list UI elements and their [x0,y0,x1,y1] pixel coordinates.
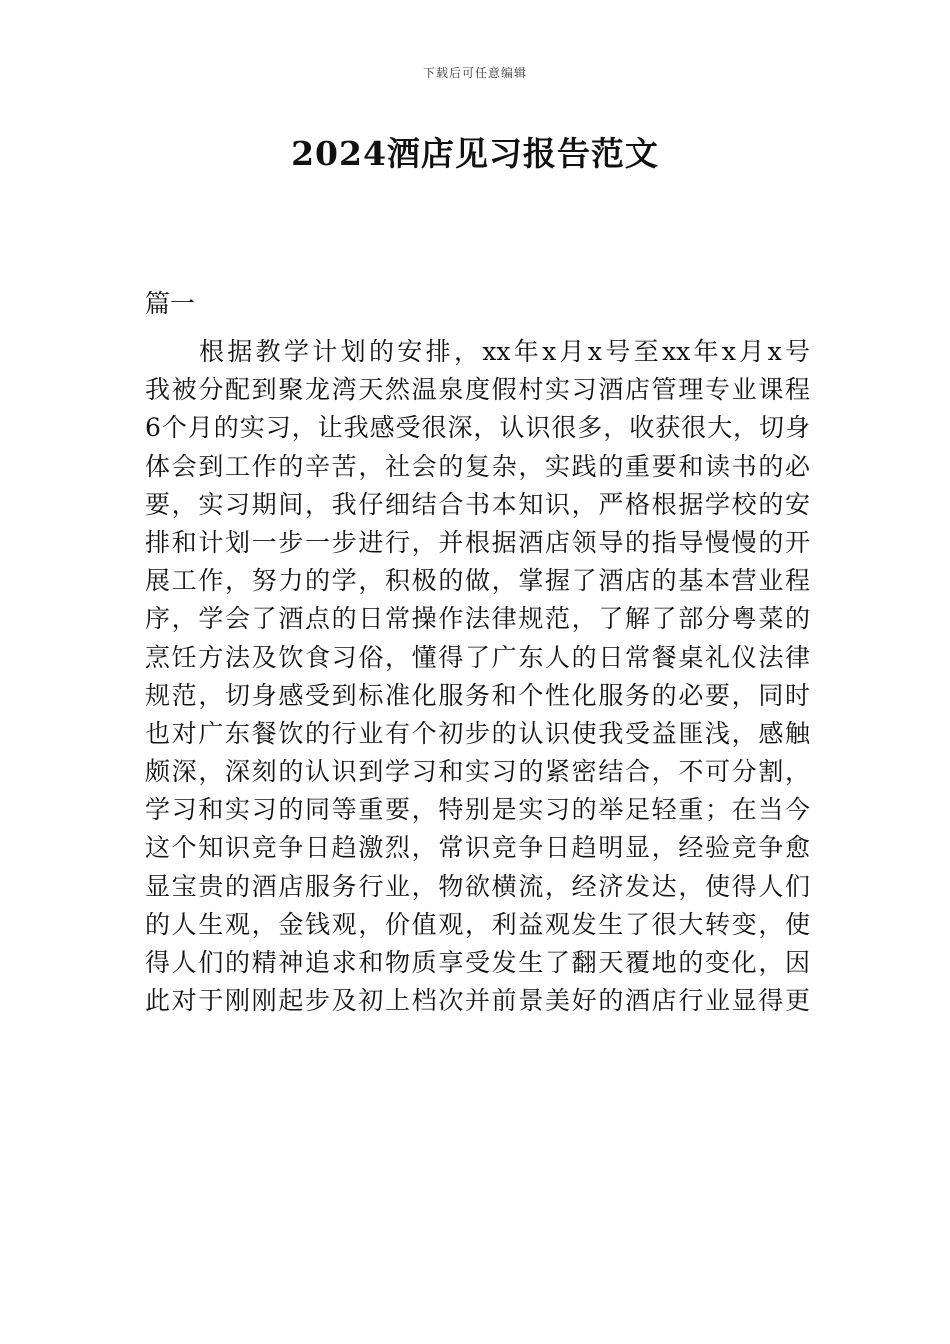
section-label: 篇一 [145,289,196,318]
paragraph-line: 显宝贵的酒店服务行业，物欲横流，经济发达，使得人们 [145,871,810,901]
paragraph-line: 颇深，深刻的认识到学习和实习的紧密结合，不可分割， [145,757,810,787]
paragraph-line: 烹饪方法及饮食习俗，懂得了广东人的日常餐桌礼仪法律 [145,642,810,672]
paragraph-line: 体会到工作的辛苦，社会的复杂，实践的重要和读书的必 [145,451,810,481]
paragraph-line: 排和计划一步一步进行，并根据酒店领导的指导慢慢的开 [145,527,810,557]
paragraph-line: 此对于刚刚起步及初上档次并前景美好的酒店行业显得更 [145,986,810,1016]
paragraph-line: 得人们的精神追求和物质享受发生了翻天覆地的变化，因 [145,948,810,977]
paragraph-line: 展工作，努力的学，积极的做，掌握了酒店的基本营业程 [145,566,810,596]
body-paragraph [145,333,810,1020]
paragraph-line: 这个知识竞争日趋激烈，常识竞争日趋明显，经验竞争愈 [145,833,810,863]
paragraph-line: 学习和实习的同等重要，特别是实习的举足轻重；在当今 [145,795,810,825]
paragraph-line: 也对广东餐饮的行业有个初步的认识使我受益匪浅，感触 [145,718,810,748]
header-note: 下载后可任意编辑 [422,66,527,80]
paragraph-line: 根据教学计划的安排，xx年x月x号至xx年x月x号 [199,337,810,366]
paragraph-line: 要，实习期间，我仔细结合书本知识，严格根据学校的安 [145,489,810,519]
paragraph-line: 我被分配到聚龙湾天然温泉度假村实习酒店管理专业课程 [145,375,810,405]
paragraph-line: 规范，切身感受到标准化服务和个性化服务的必要，同时 [145,680,810,710]
paragraph-line: 的人生观，金钱观，价值观，利益观发生了很大转变，使 [145,909,810,939]
paragraph-line: 6个月的实习，让我感受很深，认识很多，收获很大，切身 [145,413,810,443]
document-title: 2024酒店见习报告范文 [291,134,659,173]
paragraph-line: 序，学会了酒点的日常操作法律规范，了解了部分粤菜的 [145,604,810,634]
